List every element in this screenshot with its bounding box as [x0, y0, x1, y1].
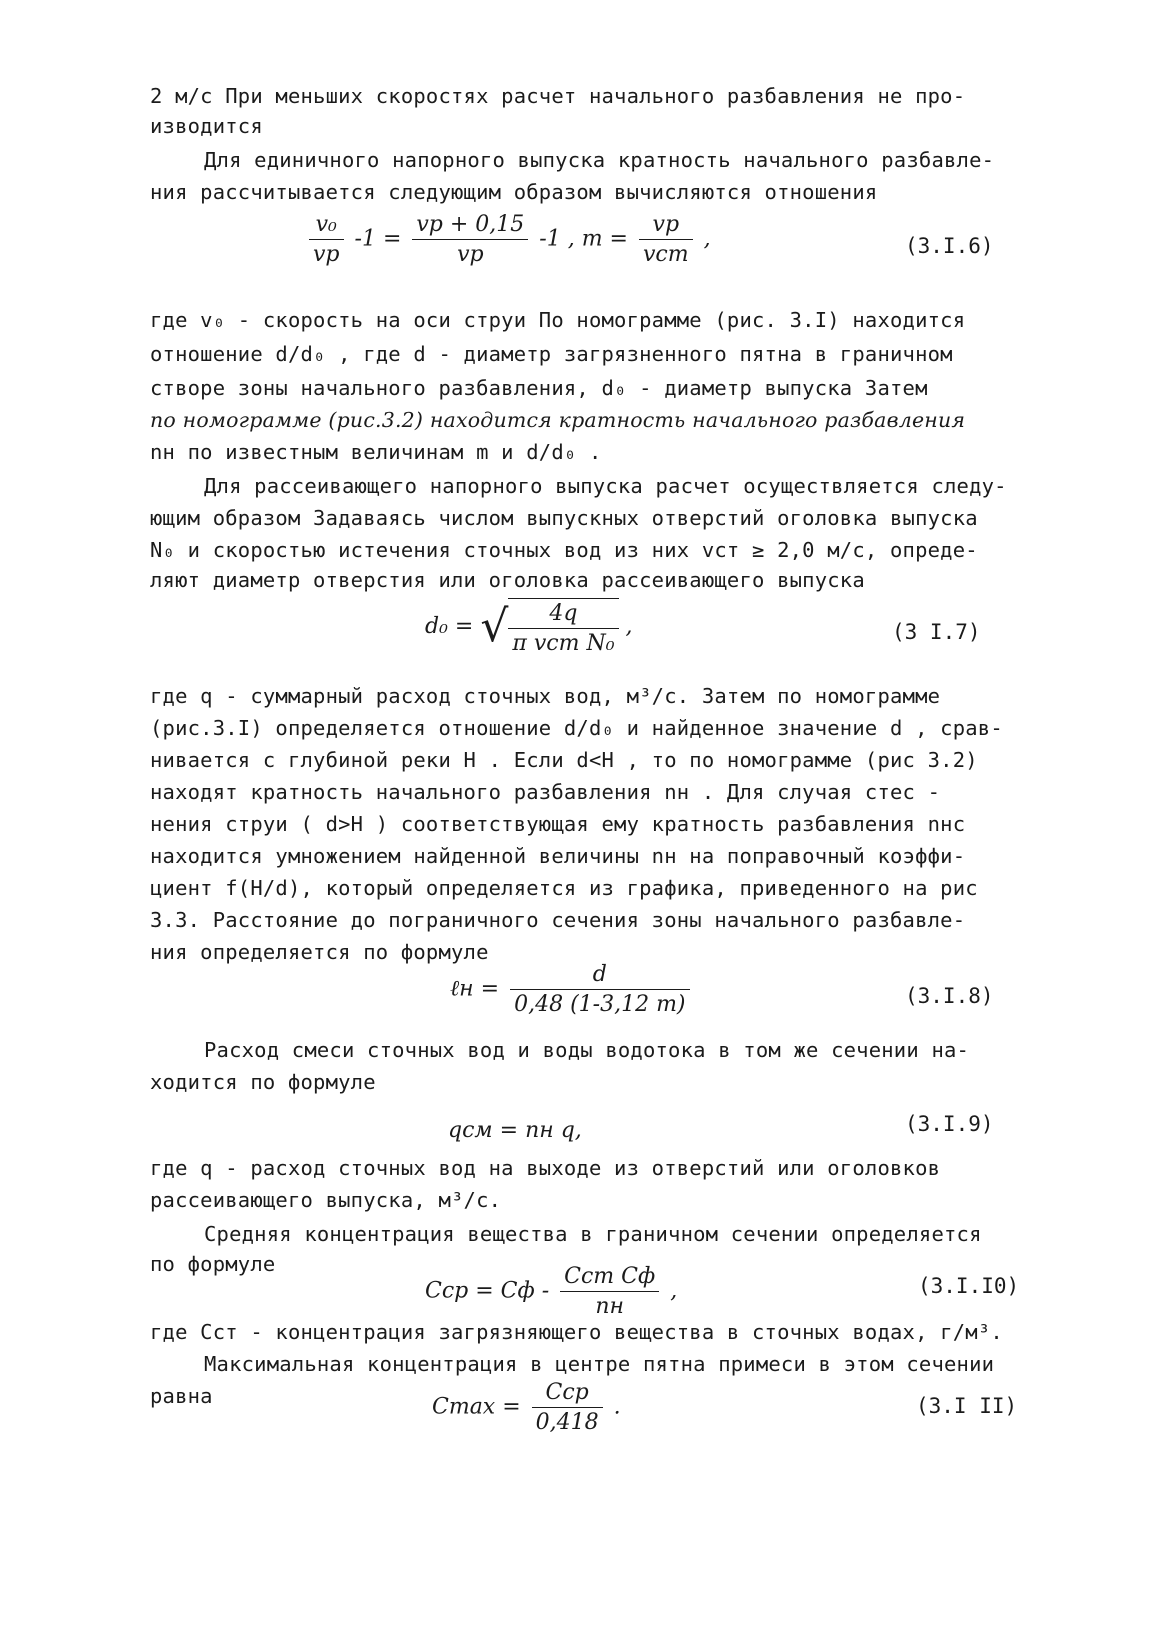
equation-number: (3.I.9)	[905, 1112, 994, 1136]
text-line: находится умножением найденной величины nн на поправочный коэффи-	[150, 844, 966, 868]
text-line: находят кратность начального разбавления nн . Для случая стес -	[150, 780, 941, 804]
text-line: рассеивающего выпуска, м³/с.	[150, 1188, 502, 1212]
text-line: где Cст - концентрация загрязняющего вещества в сточных водах, г/м³.	[150, 1320, 1003, 1344]
text-line: Для единичного напорного выпуска кратность начального разбавле-	[204, 148, 995, 172]
text-line: 3.3. Расстояние до пограничного сечения зоны начального разбавле-	[150, 908, 966, 932]
text-line: нения струи ( d>H ) соответствующая ему кратность разбавления nнс	[150, 812, 966, 836]
text-line: ходится по формуле	[150, 1070, 376, 1094]
text-line: Для рассеивающего напорного выпуска расчет осуществляется следу-	[204, 474, 1007, 498]
formula-3-1-10: Cср = Cф - $\frac{\text{Cст Cф}}{nн}$ ,	[425, 1264, 678, 1319]
text-line: где q - расход сточных вод на выходе из отверстий или оголовков	[150, 1156, 941, 1180]
equation-number: (3 I.7)	[892, 620, 981, 644]
text-line: 2 м/с При меньших скоростях расчет начального разбавления не про-	[150, 84, 966, 108]
text-line: нивается с глубиной реки H . Если d<H , то по номограмме (рис 3.2)	[150, 748, 978, 772]
text-line: Расход смеси сточных вод и воды водотока в том же сечении на-	[204, 1038, 970, 1062]
text-line: изводится	[150, 114, 263, 138]
equation-number: (3.I II)	[916, 1394, 1018, 1418]
text-line: N₀ и скоростью истечения сточных вод из них vст ≥ 2,0 м/с, опреде-	[150, 538, 978, 562]
text-line: циент f(H/d), который определяется из графика, приведенного на рис	[150, 876, 978, 900]
text-line: ния рассчитывается следующим образом вычисляются отношения	[150, 180, 878, 204]
text-line: створе зоны начального разбавления, d₀ - диаметр выпуска Затем	[150, 376, 928, 400]
formula-3-1-11: Cmax = $\frac{\text{Cср}}{0,418}$ .	[432, 1380, 621, 1435]
text-line: где q - суммарный расход сточных вод, м³/с. Затем по номограмме	[150, 684, 941, 708]
text-line: Максимальная концентрация в центре пятна примеси в этом сечении	[204, 1352, 995, 1376]
text-line: nн по известным величинам m и d/d₀ .	[150, 440, 602, 464]
equation-number: (3.I.I0)	[918, 1274, 1020, 1298]
text-line: по формуле	[150, 1252, 276, 1276]
text-line: ния определяется по формуле	[150, 940, 489, 964]
text-line: (рис.3.I) определяется отношение d/d₀ и найденное значение d , срав-	[150, 716, 1003, 740]
text-line: ляют диаметр отверстия или оголовка рассеивающего выпуска	[150, 568, 865, 592]
text-line: отношение d/d₀ , где d - диаметр загрязненного пятна в граничном	[150, 342, 953, 366]
equation-number: (3.I.8)	[905, 984, 994, 1008]
text-line: ющим образом Задаваясь числом выпускных отверстий оголовка выпуска	[150, 506, 978, 530]
text-line: Средняя концентрация вещества в граничном сечении определяется	[204, 1222, 982, 1246]
formula-3-1-6: $\frac{\text{v₀}}{vр}$ -1 = $\frac{vр + 0,15}{vр}$ -1 , m = $\frac{vр}{\text{vст}}$ ,	[305, 212, 711, 267]
formula-3-1-8: ℓн = $\frac{d}{0,48 (1-3,12 m)}$	[450, 962, 694, 1017]
equation-number: (3.I.6)	[905, 234, 994, 258]
formula-3-1-9: qсм = nн q,	[448, 1118, 582, 1143]
text-line: где v₀ - скорость на оси струи По номограмме (рис. 3.I) находится	[150, 308, 966, 332]
formula-3-1-7: d₀ = √ $\frac{4q}{\text{π vст N₀}}$ ,	[425, 598, 633, 656]
text-line: равна	[150, 1384, 213, 1408]
text-line: по номограмме (рис.3.2) находится кратность начального разбавления	[150, 408, 966, 432]
